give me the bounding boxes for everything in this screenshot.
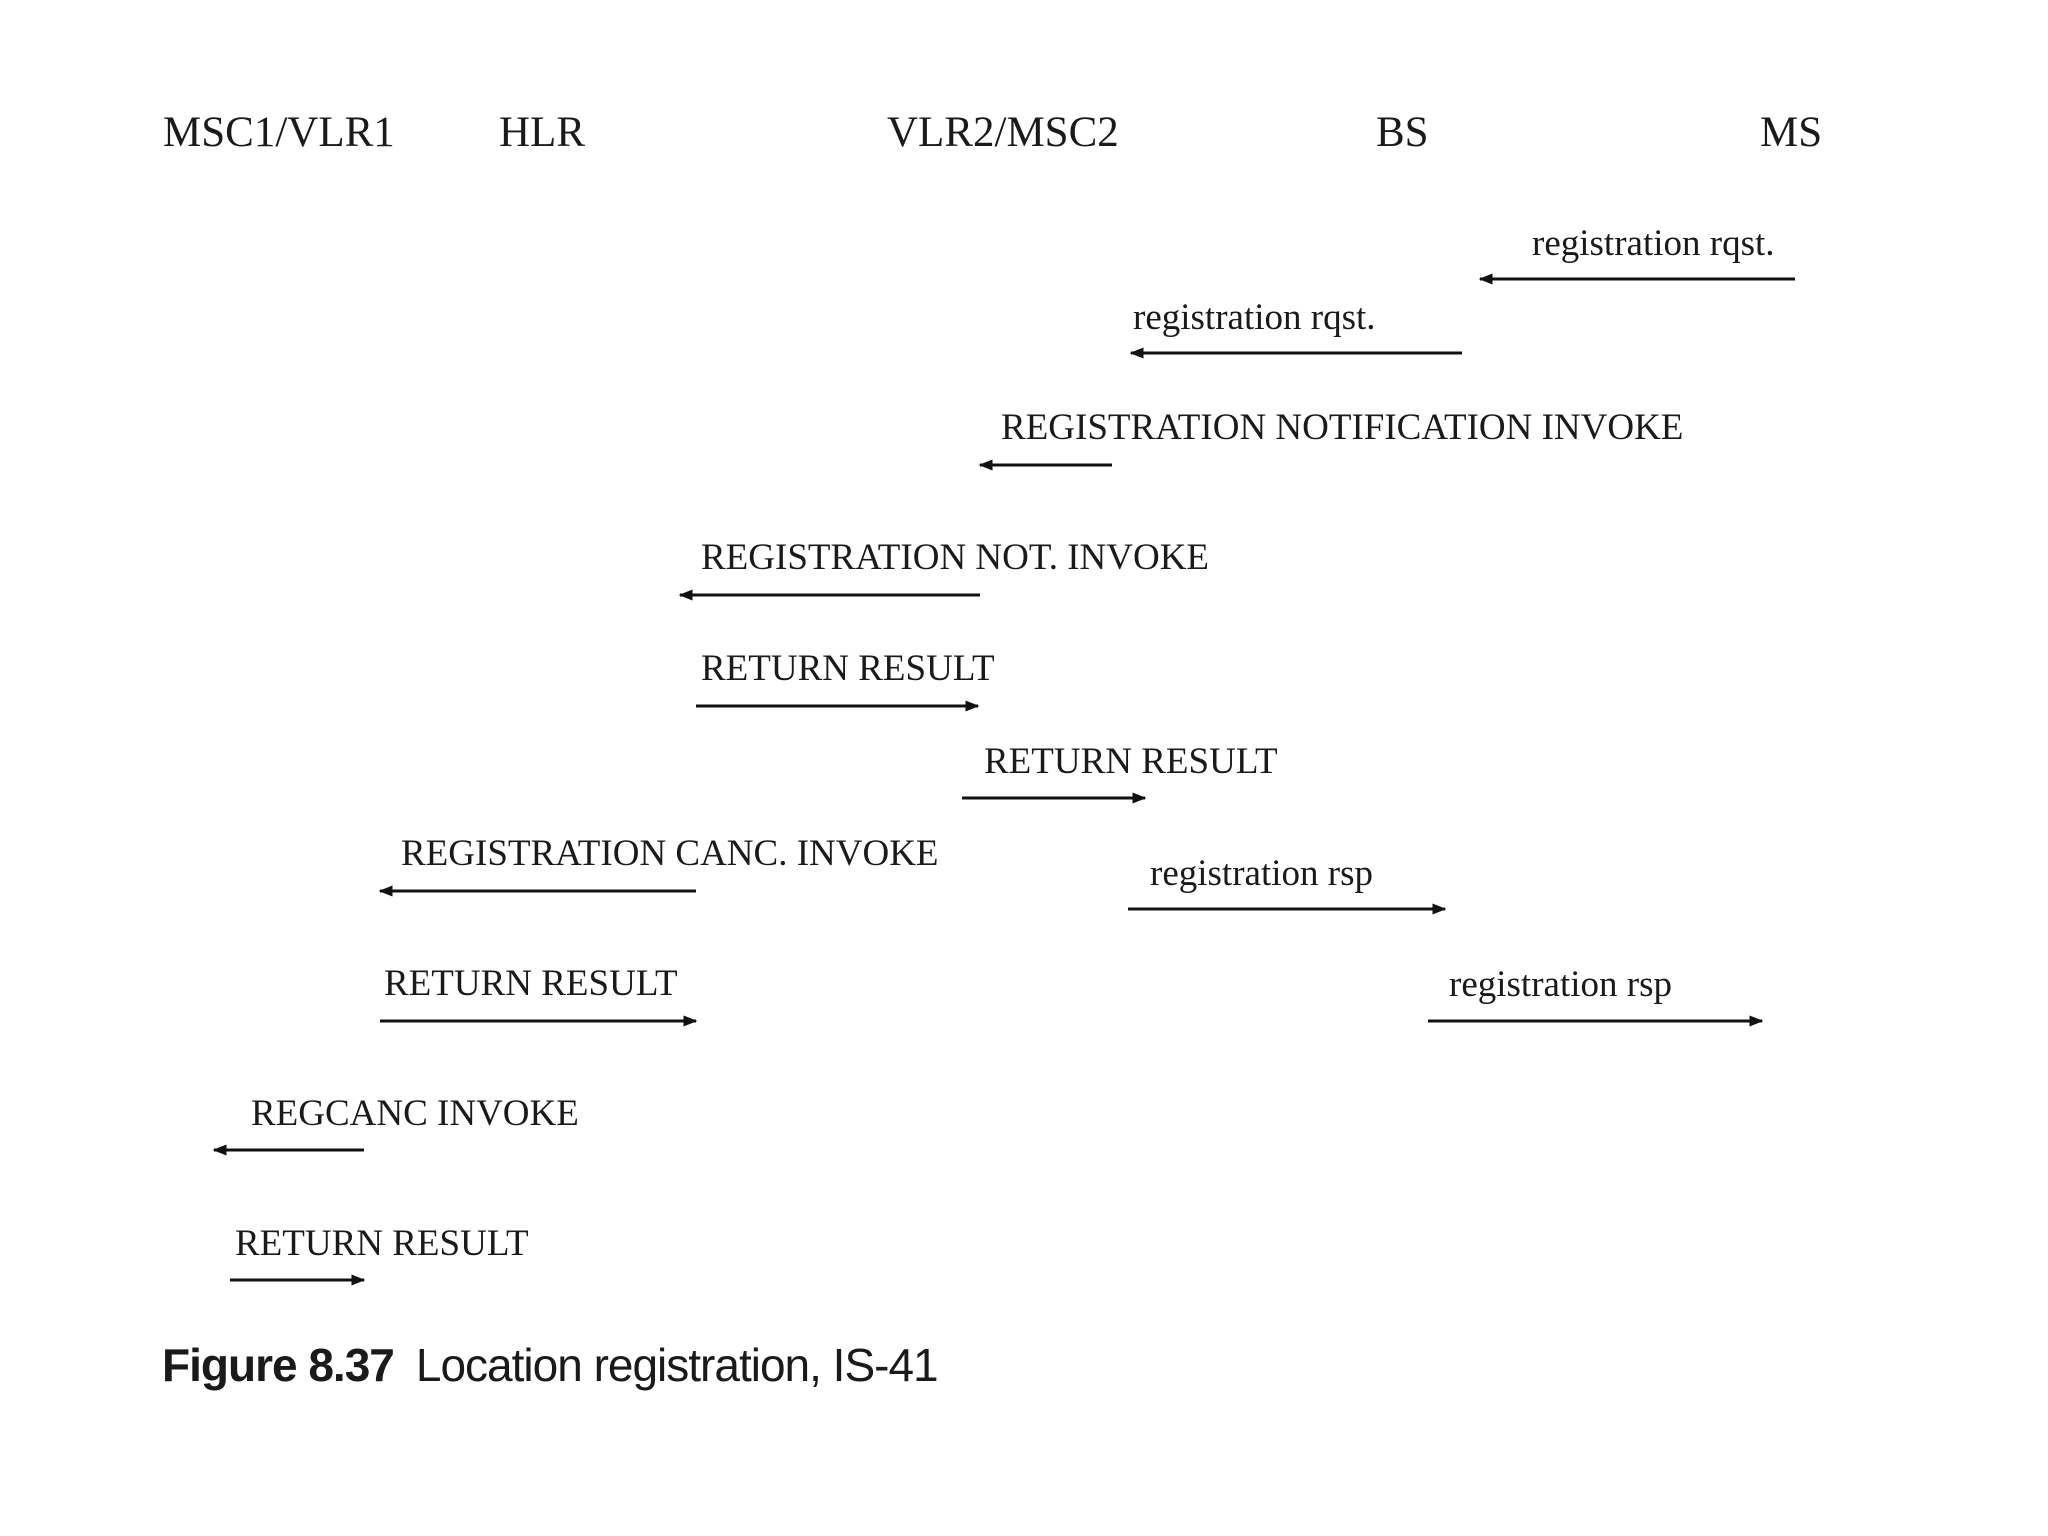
message-label: REGISTRATION NOTIFICATION INVOKE <box>1001 407 1684 448</box>
figure-title: Location registration, IS-41 <box>415 1339 938 1391</box>
entity-ms: MS <box>1760 109 1823 156</box>
message-label: RETURN RESULT <box>984 741 1278 782</box>
message-label: REGISTRATION CANC. INVOKE <box>401 833 939 874</box>
entity-msc1-vlr1: MSC1/VLR1 <box>163 109 395 156</box>
message-label: registration rqst. <box>1532 223 1775 264</box>
figure-number: Figure 8.37 <box>162 1339 394 1391</box>
figure-caption <box>162 1338 938 1392</box>
message-label: RETURN RESULT <box>701 648 995 689</box>
message-label: registration rqst. <box>1133 297 1376 338</box>
message-label: registration rsp <box>1150 853 1373 894</box>
entity-hlr: HLR <box>499 109 585 156</box>
message-label: registration rsp <box>1449 964 1672 1005</box>
message-label: RETURN RESULT <box>235 1223 529 1264</box>
message-label: REGCANC INVOKE <box>251 1093 579 1134</box>
entity-bs: BS <box>1376 109 1429 156</box>
message-label: REGISTRATION NOT. INVOKE <box>701 537 1210 578</box>
message-label: RETURN RESULT <box>384 963 678 1004</box>
entity-vlr2-msc2: VLR2/MSC2 <box>887 109 1119 156</box>
